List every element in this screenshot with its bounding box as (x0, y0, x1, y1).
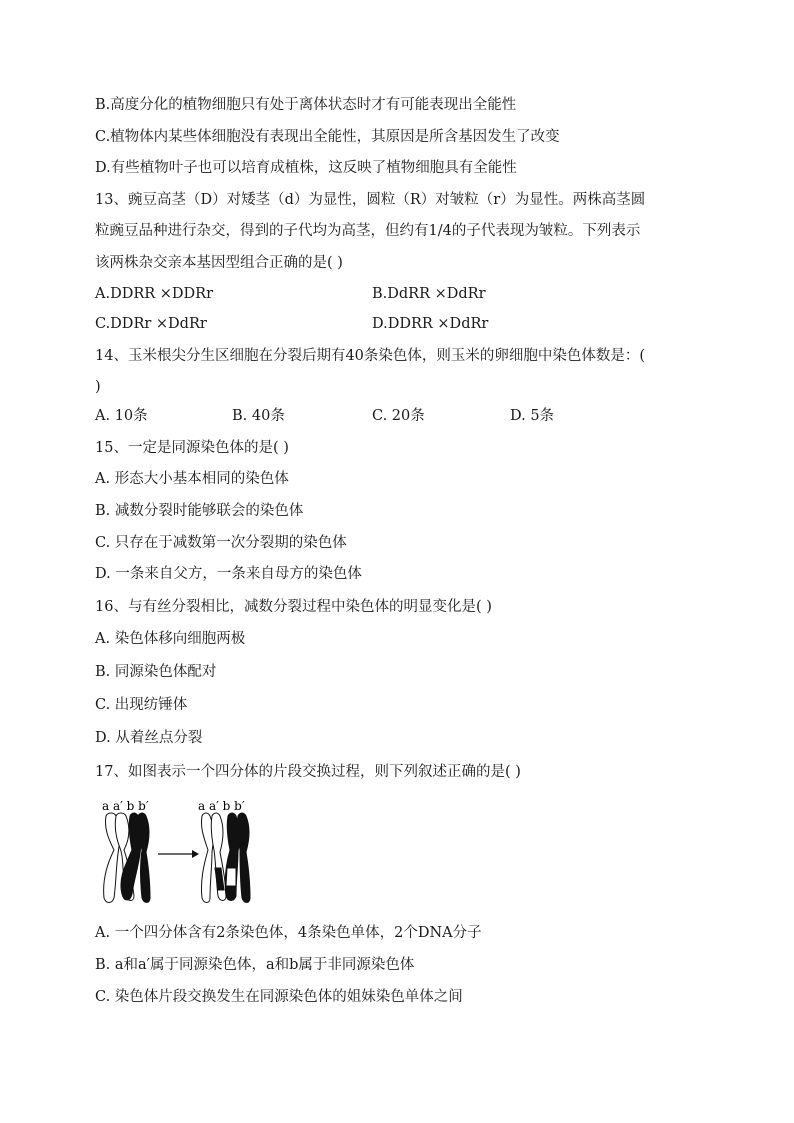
q13-option-b: B.DdRR ×DdRr (372, 286, 486, 302)
q16-option-d: D. 从着丝点分裂 (95, 730, 203, 746)
q13-stem-line1: 13、豌豆高茎（D）对矮茎（d）为显性，圆粒（R）对皱粒（r）为显性。两株高茎圆 (95, 192, 646, 208)
q16-option-b: B. 同源染色体配对 (95, 664, 217, 680)
q13-stem-line3: 该两株杂交亲本基因型组合正确的是( ) (95, 255, 343, 271)
q13-stem-line2: 粒豌豆品种进行杂交，得到的子代均为高茎，但约有1/4的子代表现为皱粒。下列表示 (95, 223, 641, 239)
q15-option-d: D. 一条来自父方，一条来自母方的染色体 (95, 566, 362, 582)
tetrad-crossover-figure (100, 798, 270, 910)
q16-option-a: A. 染色体移向细胞两极 (95, 631, 246, 647)
q12-option-d: D.有些植物叶子也可以培育成植株，这反映了植物细胞具有全能性 (95, 160, 517, 176)
right-white-chromosome (201, 813, 226, 903)
q17-option-c: C. 染色体片段交换发生在同源染色体的姐妹染色单体之间 (95, 989, 463, 1005)
q17-option-a: A. 一个四分体含有2条染色体，4条染色单体，2个DNA分子 (95, 925, 482, 941)
q15-option-a: A. 形态大小基本相同的染色体 (95, 471, 289, 487)
q16-stem: 16、与有丝分裂相比，减数分裂过程中染色体的明显变化是( ) (95, 599, 492, 615)
q14-stem-line1: 14、玉米根尖分生区细胞在分裂后期有40条染色体，则玉米的卵细胞中染色体数是：( (95, 348, 646, 364)
q15-option-c: C. 只存在于减数第一次分裂期的染色体 (95, 535, 347, 551)
q13-option-d: D.DDRR ×DdRr (372, 316, 489, 332)
q13-option-c: C.DDRr ×DdRr (95, 316, 207, 332)
figure-label-left: a a′ b b′ (102, 799, 149, 813)
q14-option-c: C. 20条 (372, 408, 425, 424)
q14-option-d: D. 5条 (510, 408, 555, 424)
arrow-icon (158, 850, 199, 858)
right-black-chromosome (225, 813, 250, 903)
q13-option-a: A.DDRR ×DDRr (95, 286, 214, 302)
q14-stem-line2: ) (95, 379, 101, 395)
q12-option-b: B.高度分化的植物细胞只有处于离体状态时才有可能表现出全能性 (95, 97, 517, 113)
q15-option-b: B. 减数分裂时能够联会的染色体 (95, 503, 304, 519)
q14-option-b: B. 40条 (232, 408, 285, 424)
q14-option-a: A. 10条 (95, 408, 148, 424)
q17-option-b: B. a和a′属于同源染色体，a和b属于非同源染色体 (95, 957, 415, 973)
figure-label-right: a a′ b b′ (198, 799, 245, 813)
q15-stem: 15、一定是同源染色体的是( ) (95, 440, 289, 456)
q16-option-c: C. 出现纺锤体 (95, 697, 188, 713)
q17-stem: 17、如图表示一个四分体的片段交换过程，则下列叙述正确的是( ) (95, 764, 521, 780)
q12-option-c: C.植物体内某些体细胞没有表现出全能性，其原因是所含基因发生了改变 (95, 129, 560, 145)
